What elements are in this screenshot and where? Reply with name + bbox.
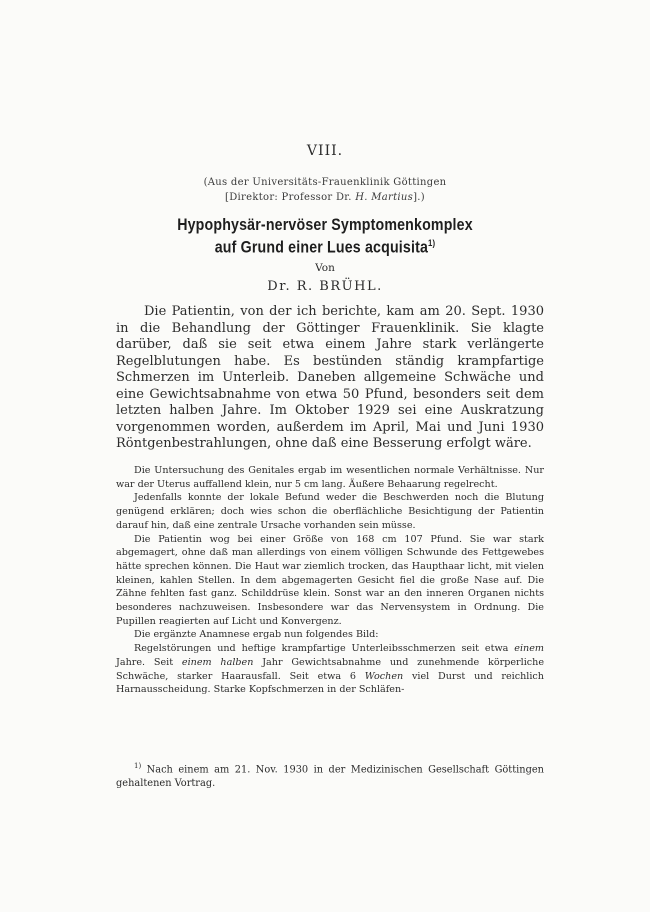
institution-line-2: [Direktor: Professor Dr. H. Martius].) <box>225 192 425 203</box>
main-text <box>116 304 544 453</box>
institution-line-1: (Aus der Universitäts-Frauenklinik Göttingen <box>203 177 447 188</box>
footnote-marker: 1) <box>134 762 142 770</box>
body-paragraph-main: Die Patientin, von der ich berichte, kam am 20. Sept. 1930 in die Behandlung der Göttinger Frauenklinik. Sie klagte darüber, daß sie seit etwa einem Jahre stark verlängerte Regelblutungen habe. Es bestünden ständig krampfartige Schmerzen im Unterleib. Daneben allgemeine Schwäche und eine Gewichtsabnahme von etwa 50 Pfund, besonders seit dem letzten halben Jahre. Im Oktober 1929 sei eine Auskratzung vorgenommen worden, außerdem im April, Mai und Juni 1930 Röntgenbestrahlungen, ohne daß eine Besserung erfolgt wäre. <box>116 304 544 451</box>
paragraph-patient-status: Die Patientin wog bei einer Größe von 168 cm 107 Pfund. Sie war stark abgemagert, ohne daß man allerdings von einem völligen Schwunde des Fettgewebes hätte sprechen können. Die Haut war ziemlich trocken, das Haupthaar licht, mit vielen kleinen, kahlen Stellen. In dem abgemagerten Gesicht fiel die große Nase auf. Die Zähne fehlten fast ganz. Schilddrüse klein. Sonst war an den inneren Organen nichts besonderes nachzuweisen. Insbesondere war das Nervensystem in Ordnung. Die Pupillen reagierten auf Licht und Konvergenz. <box>116 533 544 627</box>
article-title-line-2: auf Grund einer Lues acquisita$^{1)}$ <box>214 238 436 257</box>
small-print-text <box>116 464 544 697</box>
chapter-number: VIII. <box>306 143 344 159</box>
byline-von: Von <box>315 262 335 274</box>
article-title-line-1: Hypophysär-nervöser Symptomenkomplex <box>177 216 473 234</box>
director-name: H. Martius <box>355 192 414 203</box>
author-name: Dr. R. BRÜHL. <box>267 279 383 294</box>
footnote: $^{1)}$ Nach einem am 21. Nov. 1930 in der Medizinischen Gesellschaft Göttingen gehaltenen Vortrag. <box>116 762 544 790</box>
paragraph-anamnesis-intro: Die ergänzte Anamnese ergab nun folgendes Bild: <box>134 629 379 641</box>
paragraph-anamnesis: Regelstörungen und heftige krampfartige Unterleibsschmerzen seit etwa einem Jahre. Seit einem halben Jahr Gewichtsabnahme und zunehmende körperliche Schwäche, starker Haarausfall. Seit etwa 6 Wochen viel Durst und reichlich Harnausscheidung. Starke Kopfschmerzen in der Schläfen- <box>116 643 544 696</box>
paragraph-local-finding: Jedenfalls konnte der lokale Befund weder die Beschwerden noch die Blutung genügend erklären; doch wies schon die oberflächliche Besichtigung der Patientin darauf hin, daß eine zentrale Ursache vorhanden sein müsse. <box>116 492 544 531</box>
paragraph-examination: Die Untersuchung des Genitales ergab im wesentlichen normale Verhältnisse. Nur war der Uterus auffallend klein, nur 5 cm lang. Äußere Behaarung regelrecht. <box>116 465 544 490</box>
title-footnote-marker: 1) <box>428 238 436 248</box>
